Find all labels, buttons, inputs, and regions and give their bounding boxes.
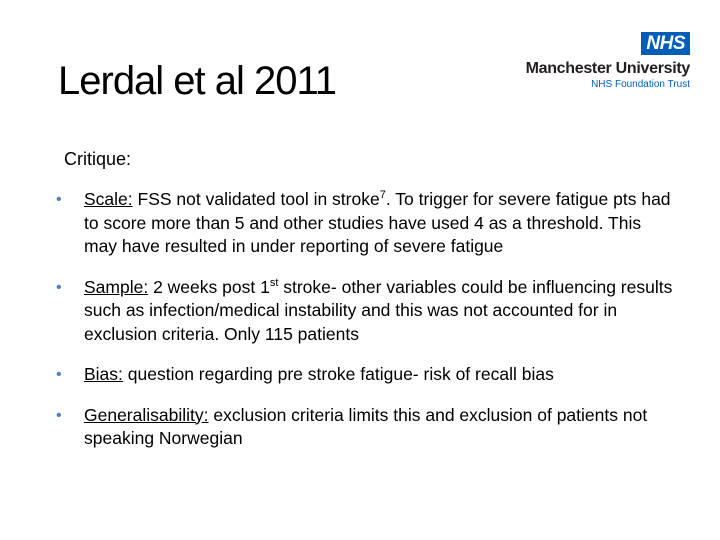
organisation-trust: NHS Foundation Trust [591, 79, 690, 90]
bullet-label: Sample: [84, 276, 149, 297]
superscript: 7 [379, 189, 386, 202]
bullet-text: exclusion criteria limits this and exclusion of patients not speaking Norwegian [84, 404, 648, 448]
bullet-text: question regarding pre stroke fatigue- risk of recall bias [122, 364, 554, 384]
bullet-marker: • [56, 191, 62, 208]
section-heading: Critique: [64, 149, 132, 169]
bullet-label: Generalisability: [84, 404, 209, 425]
critique-list [56, 188, 676, 468]
bullet-label: Scale: [84, 189, 133, 209]
bullet-marker: • [56, 278, 62, 296]
nhs-logo [515, 32, 690, 92]
bullet-text: FSS not validated tool in stroke [132, 189, 380, 209]
slide-title: Lerdal et al 2011 [58, 59, 337, 103]
bullet-text: 2 weeks post 1 [148, 276, 270, 297]
bullet-sample [56, 276, 676, 347]
bullet-generalisability [56, 404, 676, 451]
bullet-marker: • [56, 406, 62, 424]
bullet-bias [56, 363, 676, 387]
bullet-scale [56, 188, 676, 259]
bullet-label: Bias: [84, 364, 123, 384]
nhs-badge: NHS [641, 32, 690, 55]
organisation-name: Manchester University [525, 60, 690, 77]
bullet-text-continued: . To trigger for severe fatigue pts had to score more than 5 and other studies have used 4 as a threshold. This may have resulted in under reporting of severe fatigue [84, 189, 671, 256]
bullet-text-continued: stroke- other variables could be influencing results such as infection/medical instability and this was not accounted for in exclusion criteria. Only 115 patients [84, 276, 673, 344]
superscript: st [269, 276, 279, 289]
bullet-marker: • [56, 366, 62, 383]
